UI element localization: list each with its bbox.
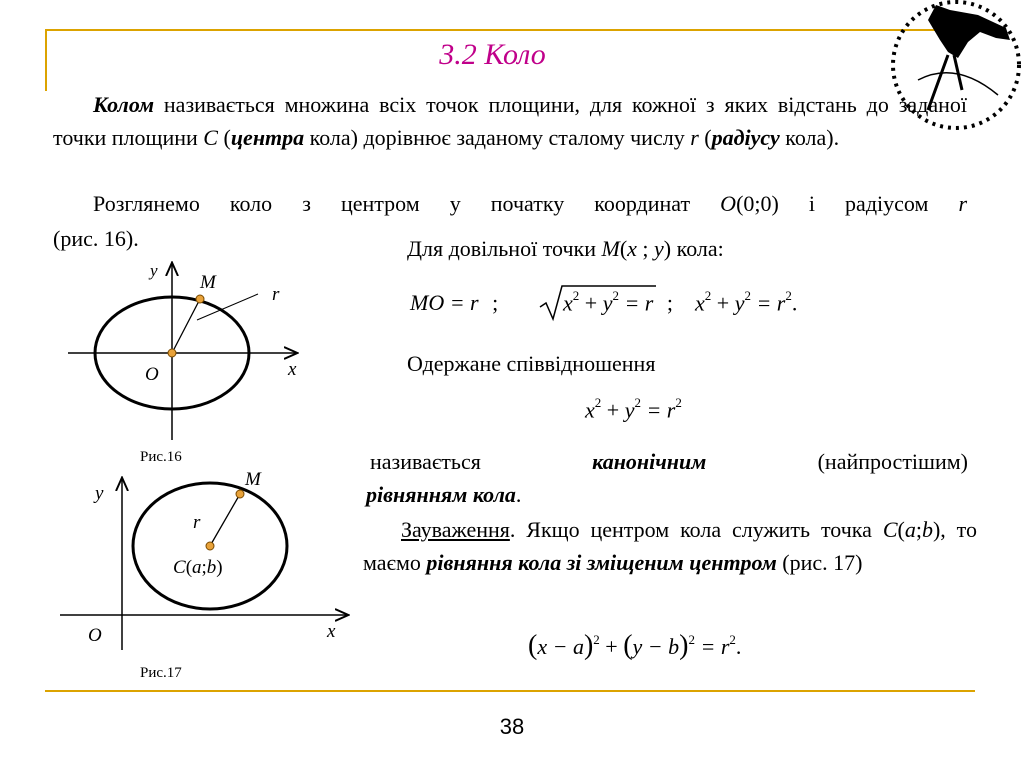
remark-label: Зауваження [401,517,510,542]
definition-paragraph: Колом називається множина всіх точок площини, для кожної з яких відстань до заданої точки площини C (центра кола) дорівнює заданому сталому числу r (радіусу кола). [53,92,967,150]
canonical-text-line1: називається канонічним (найпростішим) [370,449,969,474]
fig16-point-M [196,295,204,303]
page-title: 3.2 Коло [439,38,546,71]
term-circle: Колом [93,92,155,117]
fig17-label-y: y [95,483,104,504]
fig16-r-leader [197,294,258,320]
figure-16 [60,258,310,468]
fig17-label-r: r [193,512,201,533]
page-number: 38 [499,714,525,739]
fig17-label-M: M [245,469,261,490]
arbitrary-point-text: Для довільної точки M(x ; y) кола: [407,236,724,261]
obtained-relation-text: Одержане співвідношення [407,351,656,376]
fig17-caption: Рис.17 [140,665,182,681]
canonical-text-line2: рівнянням кола. [366,482,522,507]
top-border-line [45,29,975,31]
fig17-label-C: C(a;b) [173,557,223,578]
fig16-point-O [168,349,176,357]
fig16-caption: Рис.16 [140,449,182,465]
equation-canonical: $x^2 + y^2 = r^2$ [585,395,682,423]
fig17-point-M [236,490,244,498]
fig16-label-M: M [200,272,216,293]
fig16-label-x: x [288,359,297,380]
fig16-radius [172,299,200,353]
fig17-label-O: O [88,625,102,646]
bottom-border-line [45,690,975,692]
consider-paragraph-line2: (рис. 16). [53,226,139,251]
fig16-label-O: O [145,364,159,385]
fig17-point-C [206,542,214,550]
fig17-label-x: x [327,621,336,642]
figure-17 [55,465,355,655]
equation-distance: MO = r ; [410,290,499,315]
equation-shifted: $(x - a)^2 + (y - b)^2 = r^2$. [528,630,742,661]
consider-paragraph-line1: Розглянемо коло з центром у початку координат O(0;0) і радіусом r [93,191,968,216]
fig16-label-y: y [150,261,158,280]
equation-sqrt: $x^2 + y^2 = r$ ; $x^2 + y^2 = r^2$. [563,288,798,316]
fig16-label-r: r [272,284,280,305]
fig17-radius [210,494,240,546]
remark-paragraph: Зауваження. Якщо центром кола служить точка C(a;b), то маємо рівняння кола зі зміщеним центром (рис. 17) [363,517,978,575]
